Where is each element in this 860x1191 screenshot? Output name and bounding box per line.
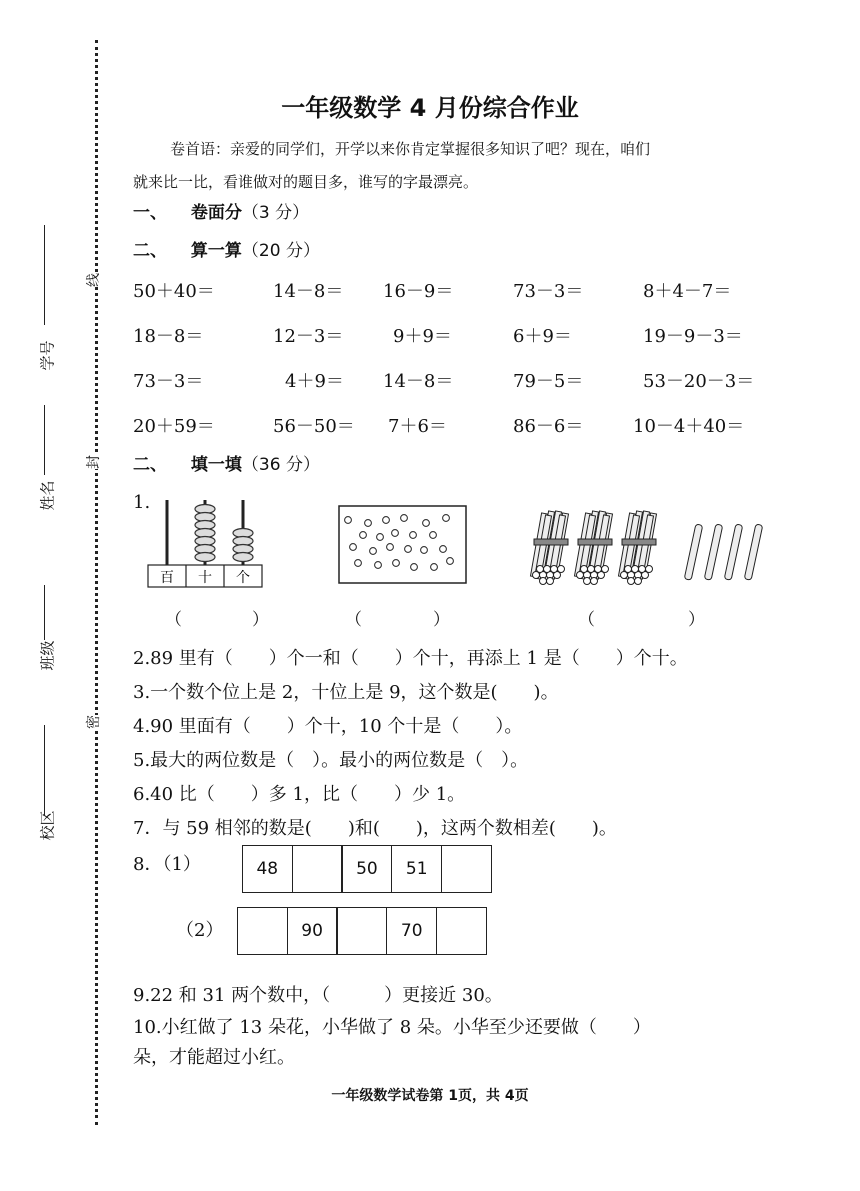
intro-line-2: 就来比一比，看谁做对的题目多，谁写的字最漂亮。 [133, 173, 479, 191]
q8-row1-cell: 51 [391, 845, 442, 893]
calc-problem: 9＋9＝ [393, 326, 452, 347]
dots-box-figure [338, 505, 468, 585]
section-2-heading [133, 236, 320, 261]
calc-problem: 53－20－3＝ [643, 371, 755, 392]
question-7: 7．与 59 相邻的数是( )和( )，这两个数相差( )。 [133, 818, 617, 839]
q8-number-row-2 [238, 907, 487, 955]
q1-label: 1. [133, 492, 151, 513]
seal-line-mark: 线 [81, 273, 105, 287]
calc-problem: 19－9－3＝ [643, 326, 743, 347]
binding-dotted-line [95, 40, 98, 1125]
q8-row2-cell: 90 [287, 907, 338, 955]
section-1-score: （3 分） [241, 203, 310, 223]
seal-mi-mark: 密 [81, 715, 105, 729]
question-8-label: 8．（1） [133, 854, 201, 875]
q1-answer-2-open: （ [345, 610, 362, 630]
section-1-number: 一、 [133, 203, 167, 223]
page-title: 一年级数学 4 月份综合作业 [281, 94, 579, 122]
page-footer: 一年级数学试卷第 1页，共 4页 [331, 1088, 529, 1104]
abacus-beads-tens [195, 505, 215, 562]
question-6: 6.40 比（ ）多 1，比（ ）少 1。 [133, 784, 466, 805]
q1-answer-1-open: （ [165, 610, 182, 630]
calc-problem: 18－8＝ [133, 326, 204, 347]
question-5: 5.最大的两位数是（ ）。最小的两位数是（ ）。 [133, 750, 529, 771]
section-3-heading [133, 450, 320, 475]
calc-problem: 79－5＝ [513, 371, 584, 392]
q8-number-row-1 [243, 845, 492, 893]
loose-sticks-figure [676, 520, 776, 585]
abacus-label-ones: 个 [236, 570, 250, 586]
abacus-label-tens: 十 [198, 570, 212, 586]
section-3-number: 二、 [133, 455, 167, 475]
calc-problem: 7＋6＝ [388, 416, 447, 437]
school-underline [44, 725, 45, 815]
calc-problem: 4＋9＝ [285, 371, 344, 392]
intro-line-1: 卷首语：亲爱的同学们，开学以来你肯定掌握很多知识了吧？现在，咱们 [170, 140, 651, 158]
section-2-number: 二、 [133, 241, 167, 261]
calc-problem: 20＋59＝ [133, 416, 215, 437]
question-10-line-2: 朵，才能超过小红。 [133, 1047, 295, 1068]
question-10-line-1: 10.小红做了 13 朵花，小华做了 8 朵。小华至少还要做（ ） [133, 1017, 651, 1038]
student-number-label: 学号 [38, 340, 57, 371]
calc-problem: 56－50＝ [273, 416, 355, 437]
calc-problem: 14－8＝ [273, 281, 344, 302]
q8-row1-cell: 48 [242, 845, 293, 893]
section-2-title: 算一算 [190, 241, 242, 261]
calc-problem: 86－6＝ [513, 416, 584, 437]
q1-answer-3-open: （ [578, 610, 595, 630]
calc-problem: 8＋4－7＝ [643, 281, 732, 302]
q8-row2-cell[interactable] [237, 907, 288, 955]
question-9: 9.22 和 31 两个数中，（ ）更接近 30。 [133, 985, 503, 1006]
name-underline [44, 405, 45, 475]
q1-answer-3-close: ） [688, 610, 705, 630]
calc-problem: 14－8＝ [383, 371, 454, 392]
q8-row1-cell[interactable] [441, 845, 492, 893]
section-2-score: （20 分） [241, 241, 320, 261]
q8-row2-cell[interactable] [336, 907, 387, 955]
seal-feng-mark: 封 [81, 455, 105, 469]
class-label: 班级 [38, 640, 57, 671]
calc-problem: 50＋40＝ [133, 281, 215, 302]
abacus-label-hundreds: 百 [160, 570, 174, 586]
question-3: 3.一个数个位上是 2，十位上是 9，这个数是( )。 [133, 682, 559, 703]
q8-row2-cell: 70 [386, 907, 437, 955]
question-8-sub-2: （2） [176, 920, 224, 941]
stick-bundles-figure [528, 505, 668, 585]
stick-bundle-2 [574, 511, 612, 585]
q8-row1-cell[interactable] [292, 845, 343, 893]
q1-answer-1-close: ） [252, 610, 269, 630]
abacus-figure [145, 495, 270, 590]
calc-problem: 12－3＝ [273, 326, 344, 347]
question-2: 2.89 里有（ ）个一和（ ）个十，再添上 1 是（ ）个十。 [133, 648, 688, 669]
section-3-title: 填一填 [190, 455, 242, 475]
calc-problem: 16－9＝ [383, 281, 454, 302]
calc-problem: 73－3＝ [513, 281, 584, 302]
calc-problem: 10－4＋40＝ [633, 416, 745, 437]
stick-bundle-3 [618, 511, 656, 585]
calc-problem: 73－3＝ [133, 371, 204, 392]
section-1-title: 卷面分 [190, 203, 242, 223]
number-underline [44, 225, 45, 325]
q1-answer-2-close: ） [433, 610, 450, 630]
q8-row2-cell[interactable] [436, 907, 487, 955]
calc-problem: 6＋9＝ [513, 326, 572, 347]
q8-row1-cell: 50 [341, 845, 392, 893]
question-4: 4.90 里面有（ ）个十，10 个十是（ ）。 [133, 716, 523, 737]
section-3-score: （36 分） [241, 455, 320, 475]
abacus-beads-ones [233, 529, 253, 562]
stick-bundle-1 [530, 511, 568, 585]
class-underline [44, 585, 45, 640]
student-name-label: 姓名 [38, 480, 57, 511]
section-1-heading [133, 198, 309, 223]
school-label: 校区 [38, 810, 57, 841]
